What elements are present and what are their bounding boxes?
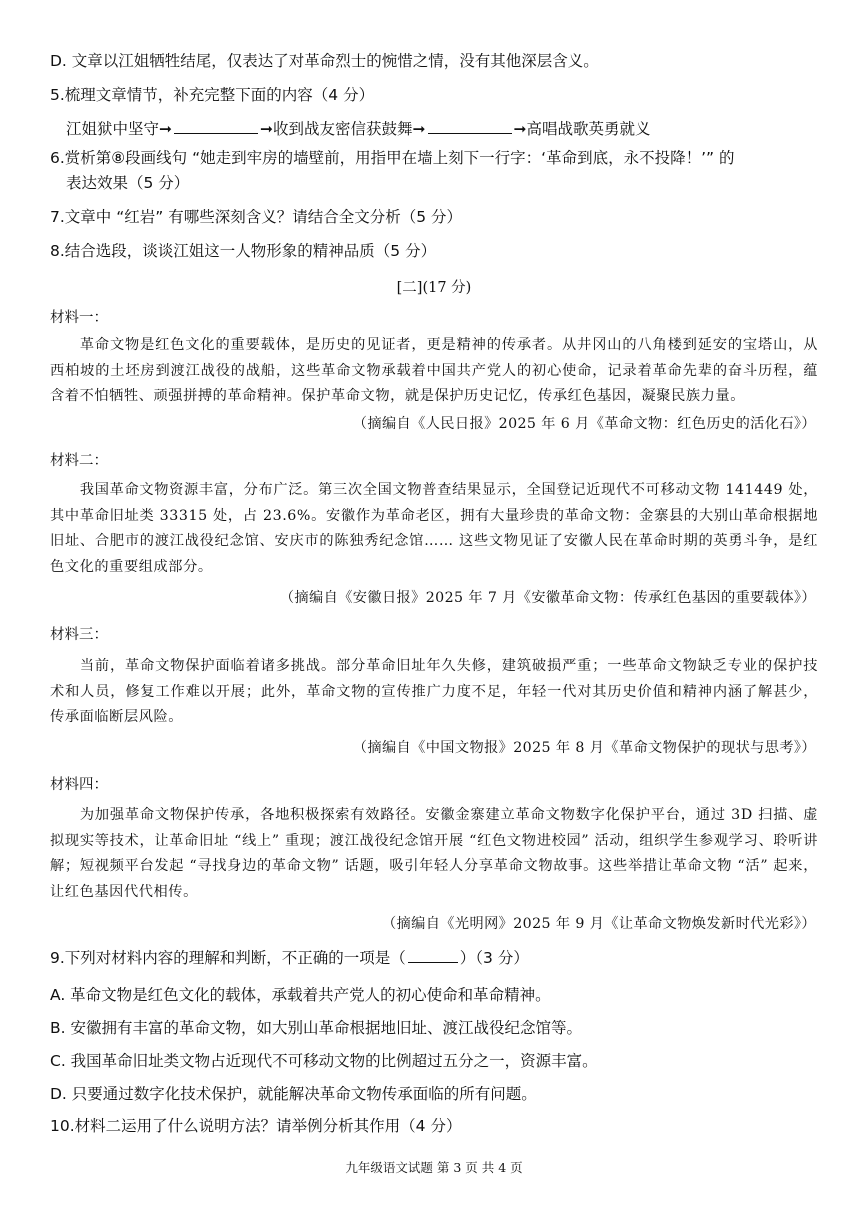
question-6	[50, 146, 828, 196]
question-9-suffix: ）（3 分）	[459, 949, 529, 967]
option-d-top: D. 文章以江姐牺牲结尾，仅表达了对革命烈士的惋惜之情，没有其他深层含义。	[50, 52, 599, 70]
question-10: 10.材料二运用了什么说明方法？请举例分析其作用（4 分）	[50, 1117, 462, 1135]
material-2-label: 材料二：	[50, 453, 108, 469]
flow-step-1: 江姐狱中坚守	[66, 120, 160, 138]
question-6-line1: 6.赏析第⑧段画线句 “她走到牢房的墙壁前，用指甲在墙上刻下一行字：‘革命到底，永不投降！’” 的	[50, 149, 735, 167]
option-d: D. 只要通过数字化技术保护，就能解决革命文物传承面临的所有问题。	[50, 1085, 537, 1103]
section-heading: [二](17 分)	[396, 280, 472, 296]
question-9-prefix: 9.下列对材料内容的理解和判断，不正确的一项是（	[50, 949, 406, 967]
answer-blank-9[interactable]	[408, 948, 458, 963]
material-4-label: 材料四：	[50, 777, 108, 793]
option-c: C. 我国革命旧址类文物占近现代不可移动文物的比例超过五分之一，资源丰富。	[50, 1052, 598, 1070]
material-1-text: 革命文物是红色文化的重要载体，是历史的见证者，更是精神的传承者。从井冈山的八角楼到延安的宝塔山，从西柏坡的土坯房到渡江战役的战船，这些革命文物承载着中国共产党人的初心使命，记录着革命先辈的奋斗历程，蕴含着不怕牺牲、顽强拼搏的革命精神。保护革命文物，就是保护历史记忆，传承红色基因，凝聚民族力量。	[50, 337, 818, 404]
question-9	[50, 946, 828, 971]
arrow-icon: ➞	[412, 120, 426, 138]
option-a: A. 革命文物是红色文化的载体，承载着共产党人的初心使命和革命精神。	[50, 986, 551, 1004]
answer-blank-2[interactable]	[428, 119, 512, 134]
material-2-text: 我国革命文物资源丰富，分布广泛。第三次全国文物普查结果显示，全国登记近现代不可移动文物 141449 处，其中革命旧址类 33315 处，占 23.6%。安徽作为革命老区，拥有大量珍贵的革命文物：金寨县的大别山革命根据地旧址、合肥市的渡江战役纪念馆、安庆市的陈独秀纪念馆…… 这些文物见证了安徽人民在革命时期的英勇斗争，是红色文化的重要组成部分。	[50, 482, 818, 575]
material-4-source: （摘编自《光明网》2025 年 9 月《让革命文物焕发新时代光彩》）	[381, 916, 816, 932]
material-3-label: 材料三：	[50, 627, 108, 643]
question-8: 8.结合选段，谈谈江姐这一人物形象的精神品质（5 分）	[50, 242, 437, 260]
flow-step-3: 收到战友密信获鼓舞	[273, 120, 413, 138]
material-1-source: （摘编自《人民日报》2025 年 6 月《革命文物：红色历史的活化石》）	[352, 416, 816, 432]
question-6-line2: 表达效果（5 分）	[66, 174, 190, 192]
q5-plot-flow	[66, 117, 651, 142]
answer-blank-1[interactable]	[174, 119, 258, 134]
question-5: 5.梳理文章情节，补充完整下面的内容（4 分）	[50, 86, 375, 104]
arrow-icon: ➞	[159, 120, 173, 138]
question-7: 7.文章中 “红岩” 有哪些深刻含义？请结合全文分析（5 分）	[50, 208, 462, 226]
material-1-label: 材料一：	[50, 310, 108, 326]
material-2-source: （摘编自《安徽日报》2025 年 7 月《安徽革命文物：传承红色基因的重要载体》）	[279, 590, 816, 606]
arrow-icon: ➞	[260, 120, 274, 138]
option-b: B. 安徽拥有丰富的革命文物，如大别山革命根据地旧址、渡江战役纪念馆等。	[50, 1019, 582, 1037]
material-4-text: 为加强革命文物保护传承，各地积极探索有效路径。安徽金寨建立革命文物数字化保护平台，通过 3D 扫描、虚拟现实等技术，让革命旧址 “线上” 重现；渡江战役纪念馆开展 “红色文物进校园” 活动，组织学生参观学习、聆听讲解；短视频平台发起 “寻找身边的革命文物” 话题，吸引年轻人分享革命文物故事。这些举措让革命文物 “活” 起来，让红色基因代代相传。	[50, 807, 818, 900]
flow-step-5: 高唱战歌英勇就义	[526, 120, 651, 138]
material-3-text: 当前，革命文物保护面临着诸多挑战。部分革命旧址年久失修，建筑破损严重；一些革命文物缺乏专业的保护技术和人员，修复工作难以开展；此外，革命文物的宣传推广力度不足，年轻一代对其历史价值和精神内涵了解甚少，传承面临断层风险。	[50, 658, 818, 725]
page-footer: 九年级语文试题 第 3 页 共 4 页	[345, 1160, 523, 1175]
material-3-source: （摘编自《中国文物报》2025 年 8 月《革命文物保护的现状与思考》）	[352, 740, 816, 756]
arrow-icon: ➞	[513, 120, 527, 138]
